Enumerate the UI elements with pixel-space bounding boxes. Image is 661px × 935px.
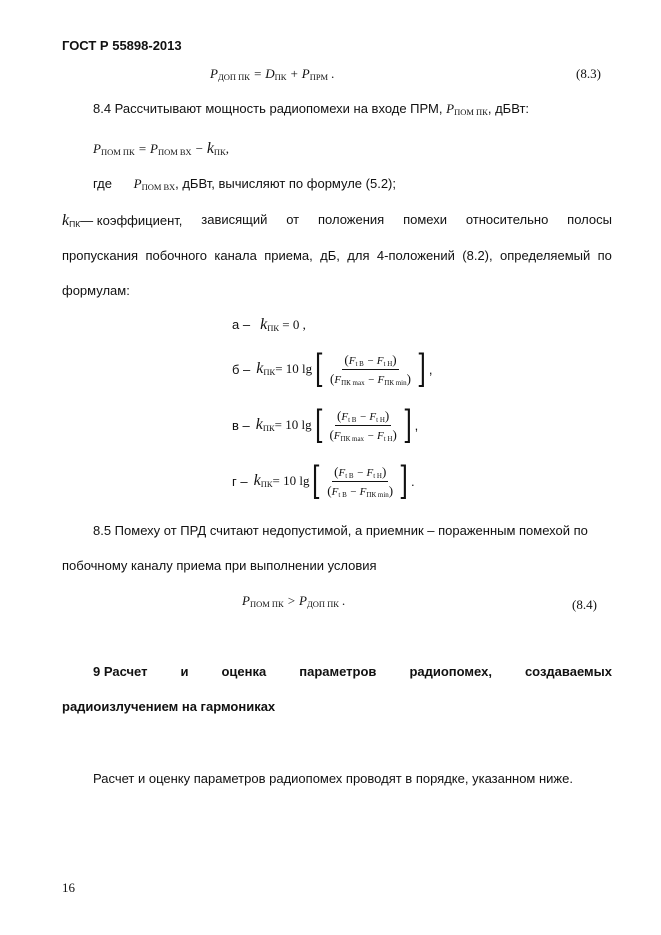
section-9-heading-line-1: 9 Расчет и оценка параметров радиопомех, создаваемых: [93, 664, 612, 679]
document-header: ГОСТ Р 55898-2013: [62, 38, 182, 53]
paragraph-8-5-line-2: побочному каналу приема при выполнении условия: [62, 558, 377, 573]
kpk-definition-line-3: формулам:: [62, 283, 130, 298]
page-number: 16: [62, 880, 75, 895]
case-v: в – kПК = 10 lg [ $\frac{\text{(Ft В − Ft Н)}}{\text{(FПК max − Ft Н)}}$ ] ,: [232, 403, 419, 447]
case-g: г – kПК = 10 lg [ $\frac{\text{(Ft В − Ft Н)}}{\text{(Ft В − FПК min)}}$ ] .: [232, 459, 415, 503]
equation-8-3: PДОП ПК = DПК + PПРМ .: [210, 66, 335, 82]
kpk-definition-line-1: kПК— коэффициент, зависящий от положения помехи относительно полосы: [62, 212, 612, 229]
where-prefix: где: [93, 176, 112, 191]
equation-number-8-3: (8.3): [576, 66, 601, 81]
section-9-heading-line-2: радиоизлучением на гармониках: [62, 699, 276, 714]
case-a: а – kПК = 0 ,: [232, 316, 306, 333]
equation-pom-pk: PПОМ ПК = PПОМ ВХ − kПК,: [93, 140, 229, 157]
paragraph-8-5-line-1: 8.5 Помеху от ПРД считают недопустимой, а приемник – пораженным помехой по: [93, 523, 588, 538]
paragraph-9: Расчет и оценку параметров радиопомех проводят в порядке, указанном ниже.: [93, 771, 573, 786]
case-b: б – kПК = 10 lg [ $\frac{\text{(Ft В − Ft Н)}}{\text{(FПК max − FПК min)}}$ ] ,: [232, 347, 433, 391]
where-line: где PПОМ ВХ, дБВт, вычисляют по формуле (5.2);: [93, 176, 396, 192]
where-suffix: , дБВт, вычисляют по формуле (5.2);: [175, 176, 396, 191]
paragraph-8-4-unit: , дБВт:: [487, 101, 530, 116]
kpk-definition-line-2: пропускания побочного канала приема, дБ, для 4-положений (8.2), определяемый по: [62, 248, 612, 263]
equation-number-8-4: (8.4): [572, 597, 597, 612]
equation-8-4: PПОМ ПК > PДОП ПК .: [242, 593, 346, 609]
paragraph-8-4: 8.4 Рассчитывают мощность радиопомехи на входе ПРМ, PПОМ ПК, дБВт:: [93, 101, 530, 117]
paragraph-8-4-text: 8.4 Рассчитывают мощность радиопомехи на входе ПРМ,: [93, 101, 443, 116]
